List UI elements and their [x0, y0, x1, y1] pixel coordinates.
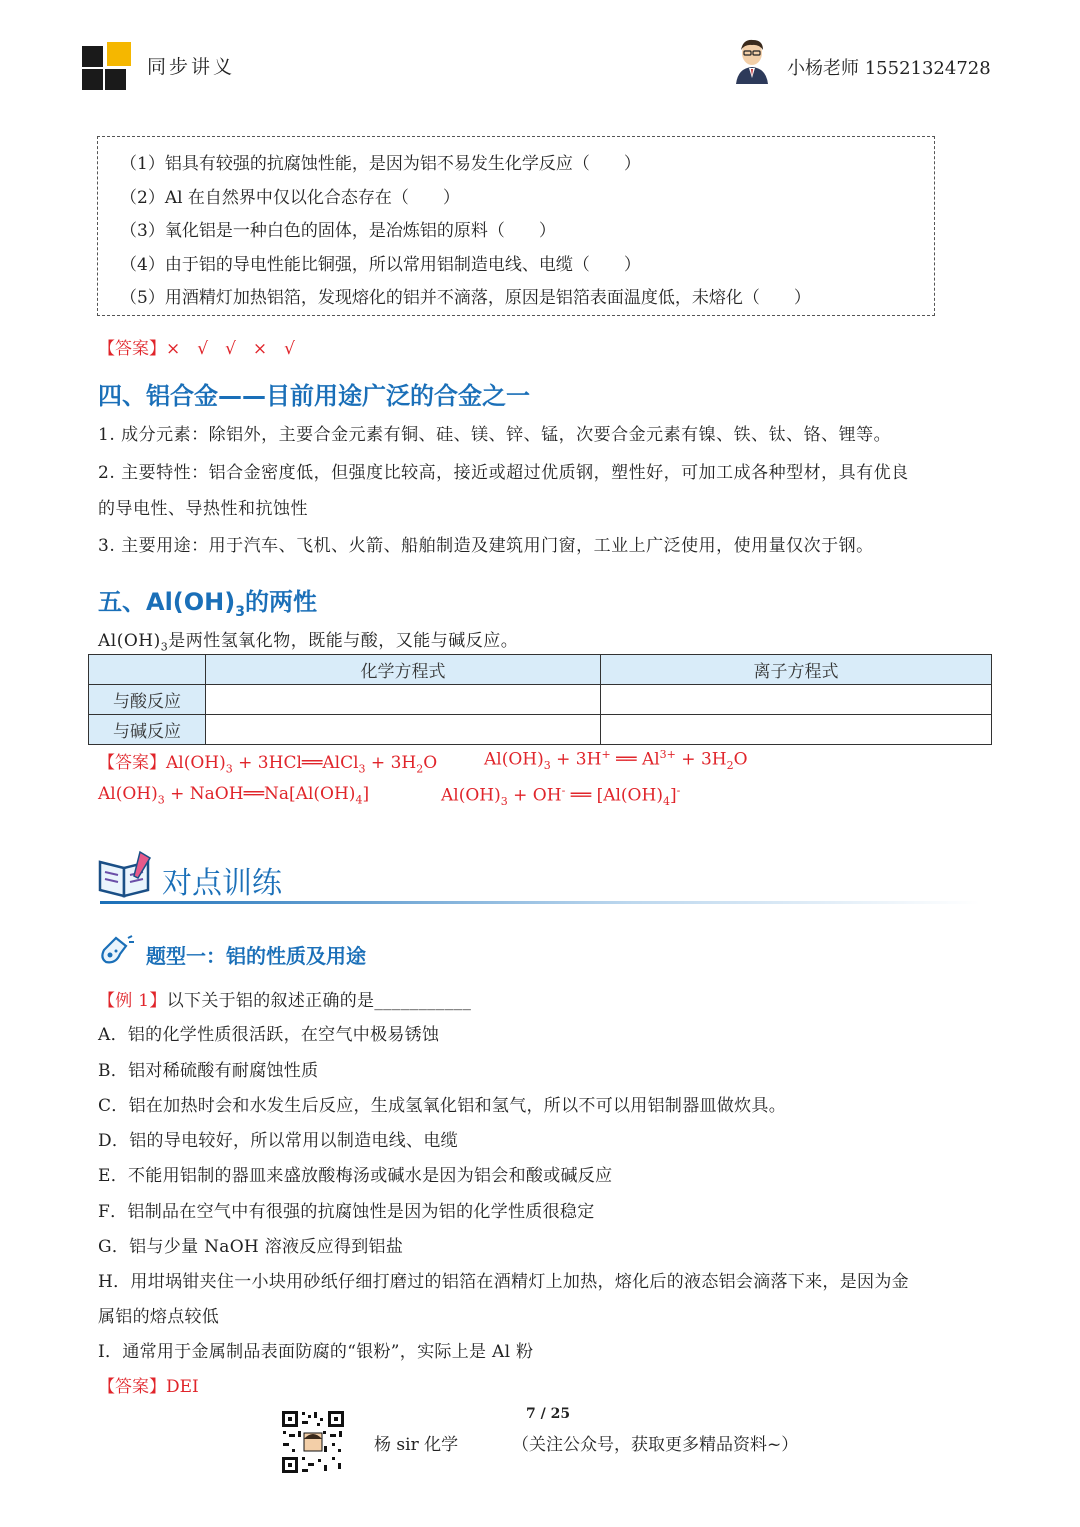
section-heading: 五、$Al(OH)_3$的两性	[98, 588, 317, 620]
example-question: 【例 1】以下关于铝的叙述正确的是___________	[98, 991, 472, 1011]
option-item: F．铝制品在空气中有很强的抗腐蚀性是因为铝的化学性质很稳定	[98, 1202, 595, 1222]
title-underline	[100, 901, 980, 904]
alloy-point: 1. 成分元素：除铝外，主要合金元素有铜、硅、镁、锌、锰，次要合金元素有镍、铁、钛、铬、锂等。	[98, 425, 892, 445]
alloy-point: 的导电性、导热性和抗蚀性	[98, 499, 308, 519]
tf-item: （3）氧化铝是一种白色的固体，是冶炼铝的原料（ ）	[120, 221, 556, 241]
alloy-point: 3. 主要用途：用于汽车、飞机、火箭、船舶制造及建筑用门窗，工业上广泛使用，使用量仅次于钢。	[98, 536, 874, 556]
row-header: 与酸反应	[89, 685, 206, 715]
tf-item: （2）Al 在自然界中仅以化合态存在（ ）	[120, 188, 460, 208]
option-item: E．不能用铝制的器皿来盛放酸梅汤或碱水是因为铝会和酸或碱反应	[98, 1166, 613, 1186]
question-type-title: 题型一：铝的性质及用途	[146, 944, 366, 968]
logo-square	[82, 46, 103, 67]
tf-item: （1）铝具有较强的抗腐蚀性能，是因为铝不易发生化学反应（ ）	[120, 154, 641, 174]
option-item: G．铝与少量 NaOH 溶液反应得到铝盐	[98, 1237, 404, 1257]
section-heading: 四、铝合金——目前用途广泛的合金之一	[98, 382, 530, 410]
footer-note: （关注公众号，获取更多精品资料~）	[512, 1435, 799, 1455]
equation-answer: $Al(OH)_3 + 3H^+$ ══ $Al^{3+} + 3H_2O$	[484, 748, 748, 773]
table-cell	[601, 715, 992, 745]
open-book-icon	[96, 850, 154, 900]
option-item: H．用坩埚钳夹住一小块用砂纸仔细打磨过的铝箔在酒精灯上加热，熔化后的液态铝会滴落下来，是因为金	[98, 1272, 909, 1292]
table-cell	[206, 715, 601, 745]
option-item: D．铝的导电较好，所以常用以制造电线、电缆	[98, 1131, 458, 1151]
equation-table	[88, 654, 992, 745]
qr-code-icon	[280, 1409, 346, 1475]
equation-answer: 【答案】$Al(OH)_3$ + 3HCl══AlCl$_3$ + $3H_2O$	[98, 753, 438, 776]
logo-square	[107, 42, 131, 66]
logo-square	[82, 69, 103, 90]
table-cell	[206, 685, 601, 715]
training-title: 对点训练	[162, 866, 282, 901]
equation-answer: $Al(OH)_3$ + $NaOH══Na[Al(OH)_4]$	[98, 784, 370, 807]
row-header: 与碱反应	[89, 715, 206, 745]
true-false-box	[97, 136, 935, 316]
teacher-contact: 小杨老师 15521324728	[787, 58, 991, 79]
footer-brand: 杨 sir 化学	[374, 1435, 459, 1455]
answer-label: 【答案】	[98, 339, 166, 359]
doc-title: 同步讲义	[147, 56, 236, 78]
option-item: C．铝在加热时会和水发生后反应，生成氢氧化铝和氢气，所以不可以用铝制器皿做炊具。	[98, 1096, 787, 1116]
tf-answer	[98, 334, 295, 359]
answer-text: × √ √ × √	[166, 339, 295, 359]
page-number: 7 / 25	[526, 1406, 571, 1422]
brand-logo	[80, 42, 136, 90]
tf-item: （5）用酒精灯加热铝箔，发现熔化的铝并不滴落，原因是铝箔表面温度低，未熔化（ ）	[120, 288, 811, 308]
alloy-point: 2. 主要特性：铝合金密度低，但强度比较高，接近或超过优质钢，塑性好，可加工成各种型材，具有优良	[98, 463, 909, 483]
option-item: I．通常用于金属制品表面防腐的“银粉”，实际上是 Al 粉	[98, 1342, 534, 1362]
logo-square	[105, 69, 126, 90]
flask-icon	[98, 934, 136, 970]
option-item: A．铝的化学性质很活跃，在空气中极易锈蚀	[98, 1025, 440, 1045]
col-header: 离子方程式	[601, 655, 992, 685]
col-header: 化学方程式	[206, 655, 601, 685]
option-item: 属铝的熔点较低	[98, 1307, 220, 1327]
tf-item: （4）由于铝的导电性能比铜强，所以常用铝制造电线、电缆（ ）	[120, 255, 641, 275]
teacher-avatar-icon	[733, 38, 771, 84]
table-cell	[601, 685, 992, 715]
example-answer: 【答案】DEI	[98, 1377, 199, 1397]
table-corner	[89, 655, 206, 685]
option-item: B．铝对稀硫酸有耐腐蚀性质	[98, 1061, 319, 1081]
equation-answer: $Al(OH)_3 + OH^-$ ══ $[Al(OH)_4]^-$	[441, 784, 681, 809]
section-intro: $Al(OH)_3$是两性氢氧化物，既能与酸，又能与碱反应。	[98, 631, 519, 654]
